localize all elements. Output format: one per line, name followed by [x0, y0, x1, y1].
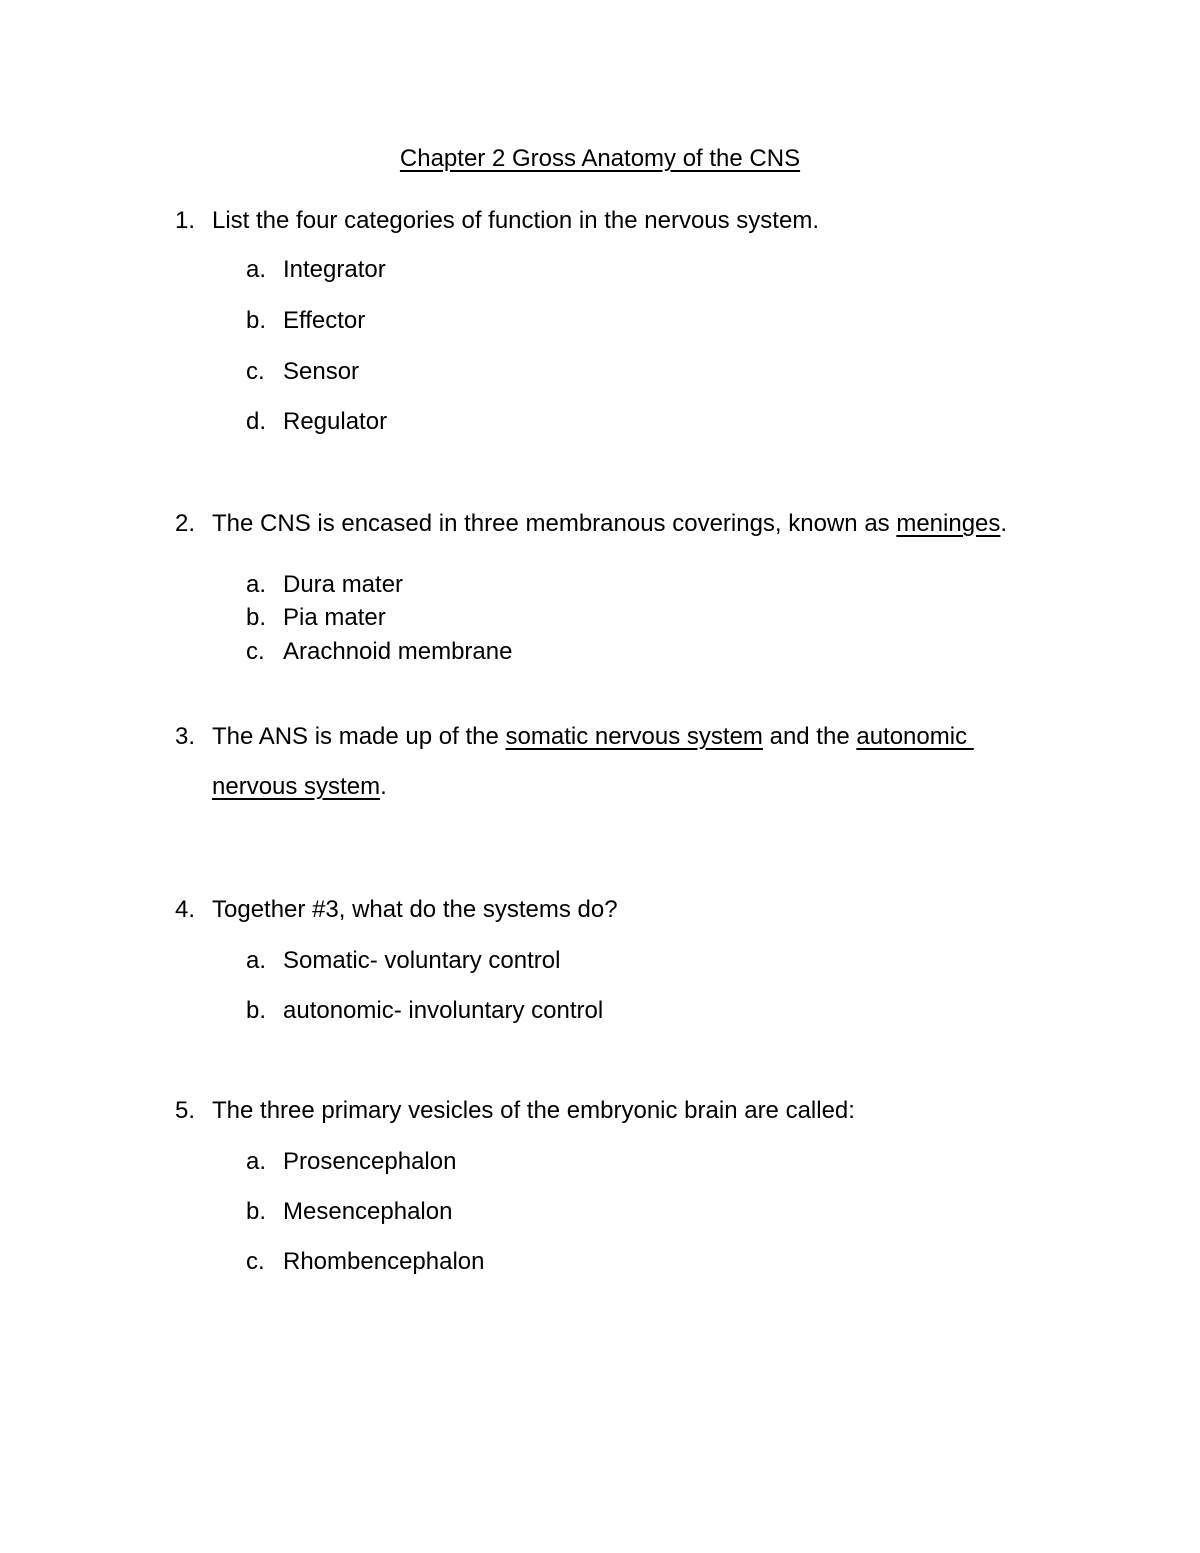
answer-letter: b. — [246, 307, 267, 334]
answer-text: Somatic- voluntary control — [283, 947, 561, 974]
answer-letter: c. — [246, 1248, 265, 1275]
question-number: 2. — [175, 510, 196, 537]
answer-blank-autonomic-continued: nervous system — [212, 773, 381, 800]
question-text-before: The ANS is made up of the — [212, 723, 506, 750]
answer-letter: a. — [246, 256, 267, 283]
question-text-after: . — [1000, 510, 1008, 537]
question-text-after: . — [380, 773, 387, 800]
answer-text: Arachnoid membrane — [283, 638, 513, 665]
answer-letter: c. — [246, 358, 265, 385]
question-text — [212, 512, 1007, 536]
question-text: List the four categories of function in the nervous system. — [212, 207, 819, 234]
answer-text: Rhombencephalon — [283, 1248, 485, 1275]
answer-text: Sensor — [283, 358, 360, 385]
answer-letter: a. — [246, 947, 267, 974]
question-text — [212, 725, 974, 749]
question-text: The three primary vesicles of the embryonic brain are called: — [212, 1097, 855, 1124]
question-number: 3. — [175, 723, 196, 750]
question-text-before: The CNS is encased in three membranous coverings, known as — [212, 510, 897, 537]
answer-letter: c. — [246, 638, 265, 665]
answer-text: Prosencephalon — [283, 1148, 457, 1175]
answer-text: Integrator — [283, 256, 386, 283]
question-number: 1. — [175, 207, 196, 234]
answer-letter: b. — [246, 1198, 267, 1225]
answer-letter: d. — [246, 408, 267, 435]
answer-text: autonomic- involuntary control — [283, 997, 604, 1024]
answer-text: Mesencephalon — [283, 1198, 453, 1225]
answer-blank-somatic: somatic nervous system — [505, 723, 763, 750]
answer-text: Regulator — [283, 408, 388, 435]
question-number: 5. — [175, 1097, 196, 1124]
answer-blank-meninges: meninges — [896, 510, 1001, 537]
question-text: Together #3, what do the systems do? — [212, 896, 618, 923]
answer-letter: b. — [246, 604, 267, 631]
answer-text: Dura mater — [283, 571, 404, 598]
question-number: 4. — [175, 896, 196, 923]
page-title: Chapter 2 Gross Anatomy of the CNS — [399, 145, 801, 172]
answer-letter: a. — [246, 1148, 267, 1175]
answer-letter: a. — [246, 571, 267, 598]
answer-text: Pia mater — [283, 604, 386, 631]
answer-blank-autonomic: autonomic — [856, 723, 974, 750]
question-text-middle: and the — [762, 723, 857, 750]
question-text-continued — [212, 775, 387, 799]
answer-letter: b. — [246, 997, 267, 1024]
answer-text: Effector — [283, 307, 366, 334]
